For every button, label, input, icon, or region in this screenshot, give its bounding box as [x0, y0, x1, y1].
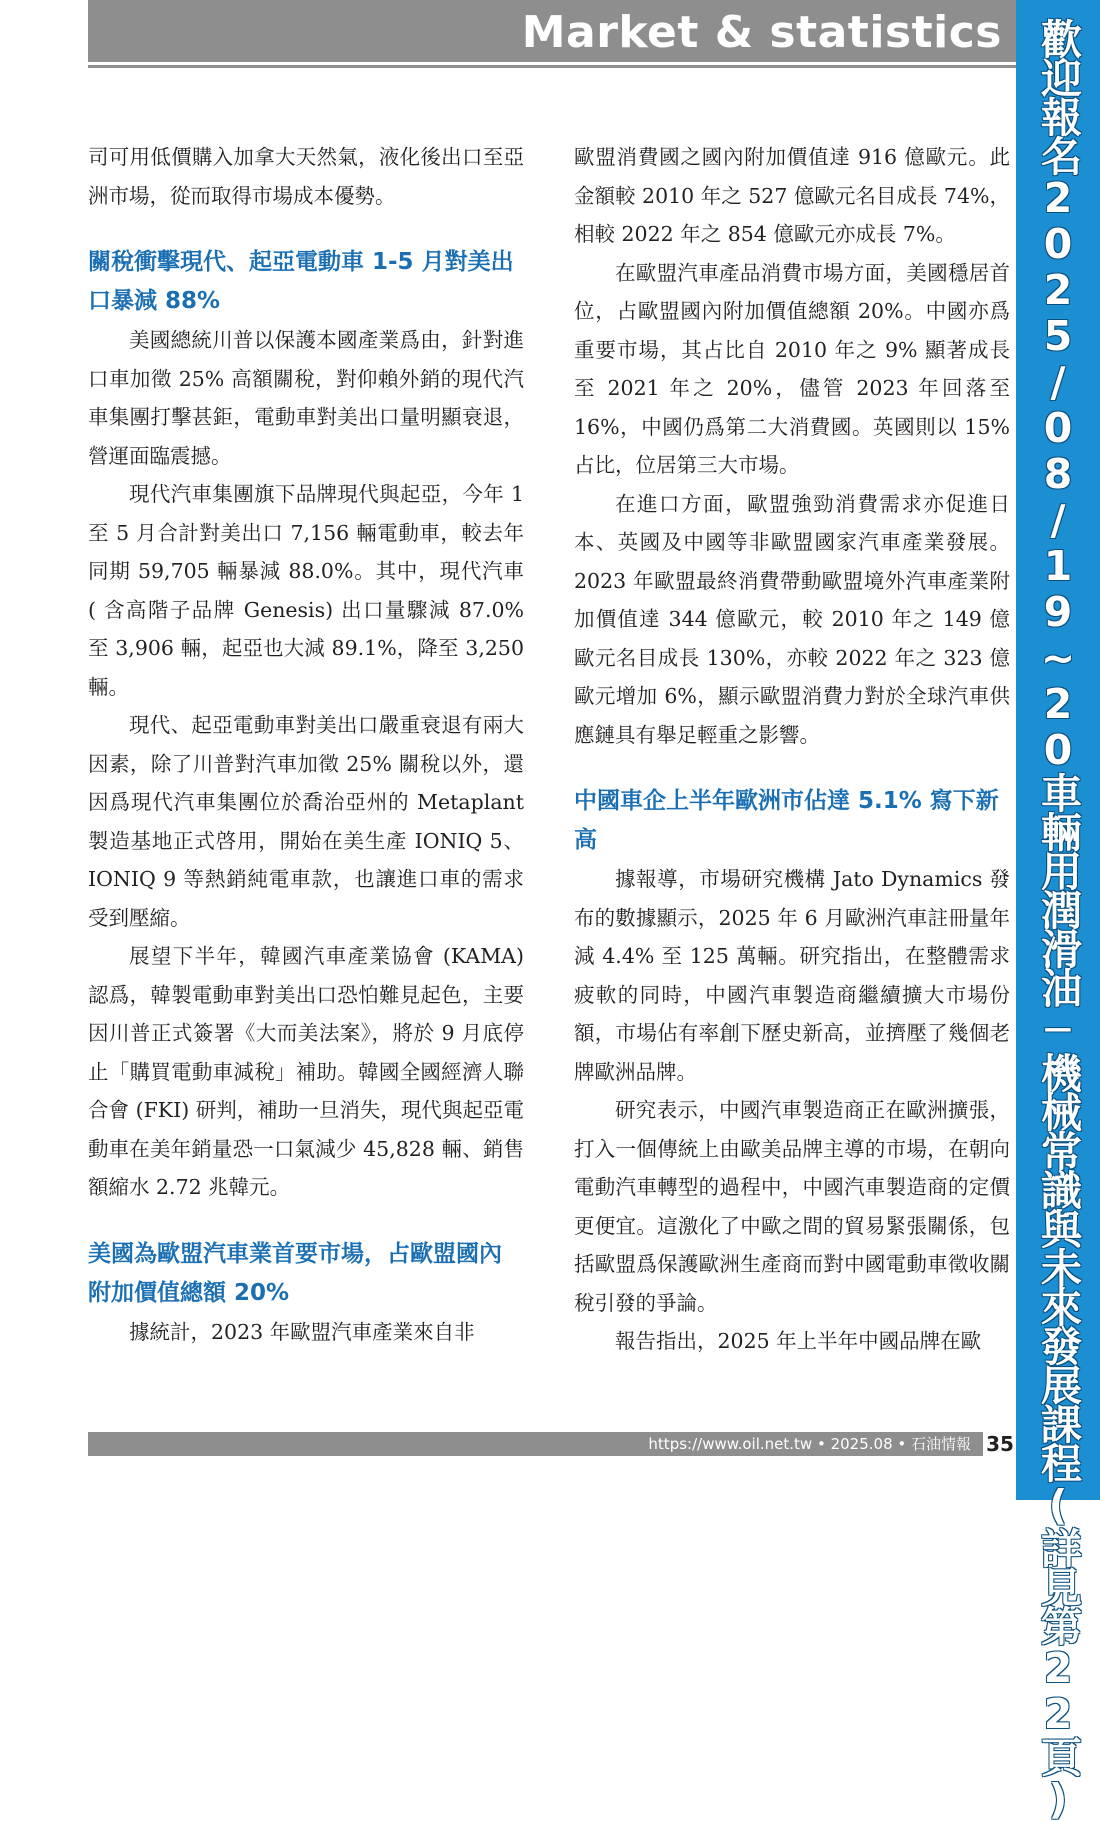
section-heading: 美國為歐盟汽車業首要市場，占歐盟國內附加價值總額 20%: [88, 1240, 502, 1306]
footer-bar: [88, 1432, 983, 1456]
paragraph: 報告指出，2025 年上半年中國品牌在歐: [615, 1329, 982, 1353]
section-heading: 關稅衝擊現代、起亞電動車 1-5 月對美出口暴減 88%: [88, 249, 514, 314]
paragraph: 美國總統川普以保護本國產業爲由，針對進口車加徵 25% 高額關稅，對仰賴外銷的現代汽車集團打擊甚鉅，電動車對美出口量明顯衰退，營運面臨震撼。: [88, 328, 524, 468]
paragraph: 據報導，市場研究機構 Jato Dynamics 發布的數據顯示，2025 年 6 月歐洲汽車註冊量年減 4.4% 至 125 萬輛。研究指出，在整體需求疲軟的同時，中國汽車製造商繼續擴大市場份額，市場佔有率創下歷史新高，並擠壓了幾個老牌歐洲品牌。: [574, 867, 1010, 1084]
left-column: [88, 138, 524, 1351]
paragraph: 司可用低價購入加拿大天然氣，液化後出口至亞洲市場，從而取得市場成本優勢。: [88, 145, 524, 208]
section-heading: 中國車企上半年歐洲市佔達 5.1% 寫下新高: [574, 788, 999, 853]
page-number: 35: [986, 1432, 1014, 1456]
paragraph: 現代、起亞電動車對美出口嚴重衰退有兩大因素，除了川普對汽車加徵 25% 關稅以外，還因爲現代汽車集團位於喬治亞州的 Metaplant 製造基地正式啓用，開始在美生產 IONIQ 5、IONIQ 9 等熱銷純電車款，也讓進口車的需求受到壓縮。: [88, 713, 524, 930]
header-bar: [88, 0, 1016, 62]
paragraph: 在進口方面，歐盟強勁消費需求亦促進日本、英國及中國等非歐盟國家汽車產業發展。2023 年歐盟最終消費帶動歐盟境外汽車產業附加價值達 344 億歐元，較 2010 年之 149 億歐元名目成長 130%，亦較 2022 年之 323 億歐元增加 6%，顯示歐盟消費力對於全球汽車供應鏈具有舉足輕重之影響。: [574, 491, 1010, 747]
paragraph: 展望下半年，韓國汽車產業協會 (KAMA) 認爲，韓製電動車對美出口恐怕難見起色，主要因川普正式簽署《大而美法案》，將於 9 月底停止「購買電動車減稅」補助。韓國全國經濟人聯合會 (FKI) 研判，補助一旦消失，現代與起亞電動車在美年銷量恐一口氣減少 45,828 輛、銷售額縮水 2.72 兆韓元。: [88, 944, 524, 1199]
right-column: [574, 138, 1010, 1361]
paragraph: 在歐盟汽車產品消費市場方面，美國穩居首位，占歐盟國內附加價值總額 20%。中國亦爲重要市場，其占比自 2010 年之 9% 顯著成長至 2021 年之 20%，儘管 2023 年回落至 16%，中國仍爲第二大消費國。英國則以 15% 占比，位居第三大市場。: [574, 260, 1010, 477]
header-underline: [88, 65, 1016, 68]
side-banner-text: 歡迎報名2025/08/19~20車輛用潤滑油─機械常識與未來發展課程(詳見第22頁): [1034, 18, 1082, 1821]
paragraph: 歐盟消費國之國內附加價值達 916 億歐元。此金額較 2010 年之 527 億歐元名目成長 74%，相較 2022 年之 854 億歐元亦成長 7%。: [574, 145, 1010, 246]
footer-text: https://www.oil.net.tw • 2025.08 • 石油情報: [648, 1435, 971, 1453]
paragraph: 研究表示，中國汽車製造商正在歐洲擴張，打入一個傳統上由歐美品牌主導的市場，在朝向電動汽車轉型的過程中，中國汽車製造商的定價更便宜。這激化了中歐之間的貿易緊張關係，包括歐盟爲保護歐洲生產商而對中國電動車徵收關稅引發的爭論。: [574, 1098, 1010, 1315]
paragraph: 現代汽車集團旗下品牌現代與起亞，今年 1 至 5 月合計對美出口 7,156 輛電動車，較去年同期 59,705 輛暴減 88.0%。其中，現代汽車 ( 含高階子品牌 Genesis) 出口量驟減 87.0% 至 3,906 輛，起亞也大減 89.1%，降至 3,250 輛。: [88, 482, 524, 699]
section-title: Market & statistics: [521, 7, 1002, 58]
side-banner: [1016, 0, 1100, 1821]
paragraph: 據統計，2023 年歐盟汽車產業來自非: [129, 1319, 475, 1344]
